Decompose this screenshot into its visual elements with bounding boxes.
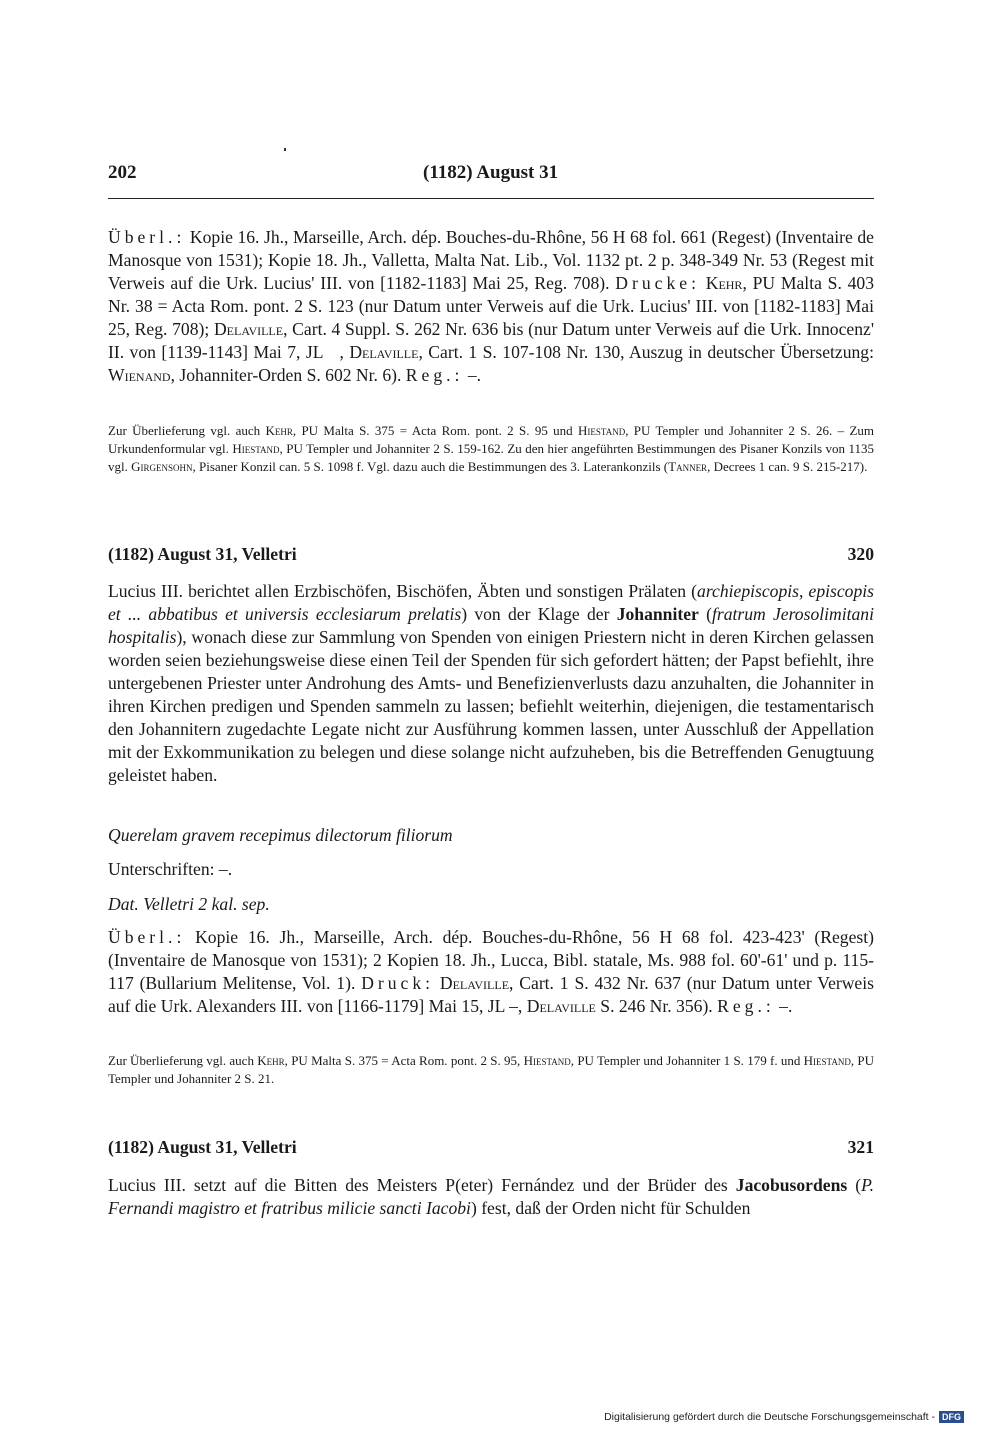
prev-entry-note: Zur Überlieferung vgl. auch Kehr, PU Malta S. 375 = Acta Rom. pont. 2 S. 95 und Hiestand, PU Templer und Johanniter 2 S. 26. – Zum Urkundenformular vgl. Hiestand, PU Templer und Johanniter 2 S. 159-162. Zu den hier angeführten Bestimmungen des Pisaner Konzils von 1135 vgl. Girgensohn, Pisaner Konzil can. 5 S. 1098 f. Vgl. dazu auch die Bestimmungen des 3. Laterankonzils (Tanner, Decrees 1 can. 9 S. 215-217). <box>108 423 875 474</box>
funding-note: Digitalisierung gefördert durch die Deutsche Forschungsgemeinschaft - <box>604 1411 935 1423</box>
scan-mark <box>284 148 286 151</box>
page-footer <box>604 1411 964 1423</box>
dfg-logo: DFG <box>939 1411 964 1423</box>
header-rule <box>108 198 874 199</box>
entry-320-note: Zur Überlieferung vgl. auch Kehr, PU Malta S. 375 = Acta Rom. pont. 2 S. 95, Hiestand, PU Templer und Johanniter 1 S. 179 f. und Hiestand, PU Templer und Johanniter 2 S. 21. <box>108 1053 875 1086</box>
prev-entry-sources: Überl.: Kopie 16. Jh., Marseille, Arch. dép. Bouches-du-Rhône, 56 H 68 fol. 661 (Regest) (Inventaire de Manosque von 1531); Kopie 18. Jh., Valletta, Malta Nat. Lib., Vol. 1132 pt. 2 p. 348-349 Nr. 53 (Regest mit Verweis auf die Urk. Lucius' III. von [1182-1183] Mai 25, Reg. 708). Drucke: Kehr, PU Malta S. 403 Nr. 38 = Acta Rom. pont. 2 S. 123 (nur Datum unter Verweis auf die Urk. Lucius' III. von [1182-1183] Mai 25, Reg. 708); Delaville, Cart. 4 Suppl. S. 262 Nr. 636 bis (nur Datum unter Verweis auf die Urk. Innocenz' II. von [1139-1143] Mai 7, JL , Delaville, Cart. 1 S. 107-108 Nr. 130, Auszug in deutscher Übersetzung: Wienand, Johanniter-Orden S. 602 Nr. 6). Reg.: –. <box>108 227 874 385</box>
entry-320-incipit: Querelam gravem recepimus dilectorum filiorum <box>108 825 453 845</box>
entry-321-heading: (1182) August 31, Velletri 321 <box>108 1137 874 1157</box>
entry-320-heading: (1182) August 31, Velletri 320 <box>108 544 874 564</box>
entry-320-date: Dat. Velletri 2 kal. sep. <box>108 894 270 914</box>
entry-321-regest: Lucius III. setzt auf die Bitten des Meisters P(eter) Fernández und der Brüder des Jacobusordens (P. Fernandi magistro et fratribus milicie sancti Iacobi) fest, daß der Orden nicht für Schulden <box>108 1175 874 1218</box>
entry-320-signatures: Unterschriften: –. <box>108 859 233 879</box>
entry-number: 320 <box>847 544 874 564</box>
running-title: (1182) August 31 <box>423 162 559 183</box>
entry-320-sources: Überl.: Kopie 16. Jh., Marseille, Arch. dép. Bouches-du-Rhône, 56 H 68 fol. 423-423' (Regest) (Inventaire de Manosque von 1531); 2 Kopien 18. Jh., Lucca, Bibl. statale, Ms. 988 fol. 60'-61' und p. 115-117 (Bullarium Melitense, Vol. 1). Druck: Delaville, Cart. 1 S. 432 Nr. 637 (nur Datum unter Verweis auf die Urk. Alexanders III. von [1166-1179] Mai 15, JL –, Delaville S. 246 Nr. 356). Reg.: –. <box>108 927 874 1016</box>
entry-number: 321 <box>847 1137 874 1157</box>
entry-320-regest: Lucius III. berichtet allen Erzbischöfen, Bischöfen, Äbten und sonstigen Prälaten (archiepiscopis, episcopis et ... abbatibus et universis ecclesiarum prelatis) von der Klage der Johanniter (fratrum Jerosolimitani hospitalis), wonach diese zur Sammlung von Spenden von einigen Priestern nicht in deren Kirchen gelassen worden seien beziehungsweise diese einen Teil der Spenden für sich gefordert hätten; der Papst befiehlt, ihre untergebenen Priester unter Androhung des Amts- und Benefizienverlusts dazu anzuhalten, die Johanniter in ihren Kirchen predigen und Spenden sammeln zu lassen; befiehlt weiterhin, diejenigen, die testamentarisch den Johannitern zugedachte Legate nicht zur Ausführung kommen lassen, unter Ausschluß der Appellation mit der Exkommunikation zu belegen und diese solange nicht aufzuheben, bis die Betreffenden Genugtuung geleistet haben. <box>108 581 874 785</box>
page-header <box>108 162 874 194</box>
page-number: 202 <box>108 162 137 183</box>
